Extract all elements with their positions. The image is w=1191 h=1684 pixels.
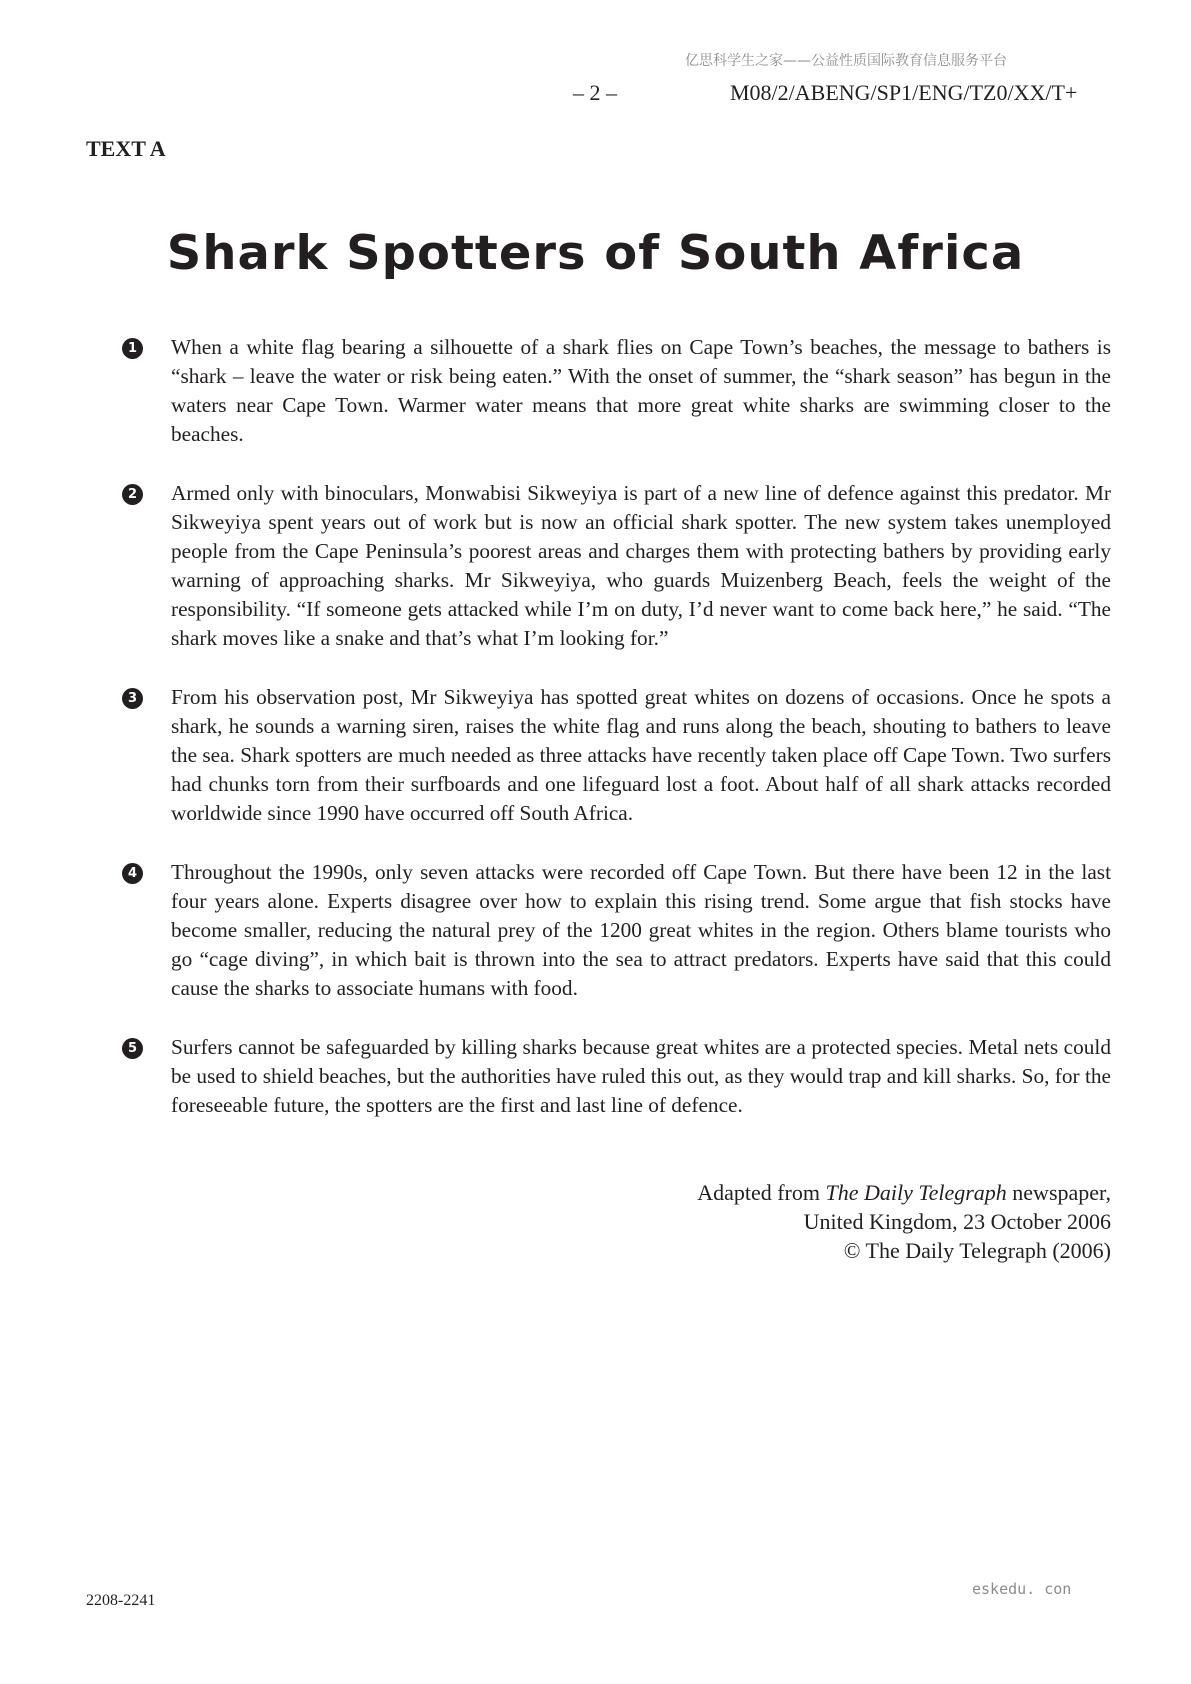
paragraph-marker-icon: 3	[122, 688, 143, 709]
paragraph-5	[122, 1033, 1111, 1120]
attribution-prefix: Adapted from	[697, 1180, 826, 1205]
footer-code: 2208-2241	[86, 1592, 156, 1609]
paragraph-3	[122, 683, 1111, 828]
paragraph-text: Armed only with binoculars, Monwabisi Sikweyiya is part of a new line of defence against this predator. Mr Sikweyiya spent years out of work but is now an official shark spotter. The new system takes unemployed people from the Cape Peninsula’s poorest areas and charges them with protecting bathers by providing early warning of approaching sharks. Mr Sikweyiya, who guards Muizenberg Beach, feels the weight of the responsibility. “If someone gets attacked while I’m on duty, I’d never want to come back here,” he said. “The shark moves like a snake and that’s what I’m looking for.”	[171, 481, 1111, 650]
attribution-line-1	[697, 1178, 1111, 1207]
paragraph-text: Surfers cannot be safeguarded by killing sharks because great whites are a protected species. Metal nets could be used to shield beaches, but the authorities have ruled this out, as they would trap and kill sharks. So, for the foreseeable future, the spotters are the first and last line of defence.	[171, 1035, 1111, 1117]
paragraph-1	[122, 333, 1111, 449]
header-watermark: 亿思科学生之家——公益性质国际教育信息服务平台	[685, 53, 1007, 69]
source-attribution	[697, 1178, 1111, 1265]
attribution-source: The Daily Telegraph	[825, 1180, 1007, 1205]
article-title: Shark Spotters of South Africa	[166, 226, 1025, 281]
paragraph-4	[122, 858, 1111, 1003]
attribution-suffix: newspaper,	[1006, 1180, 1111, 1205]
attribution-line-2: United Kingdom, 23 October 2006	[803, 1209, 1111, 1234]
paragraph-marker-icon: 5	[122, 1038, 143, 1059]
page-number: – 2 –	[573, 80, 617, 105]
article-body	[122, 333, 1111, 1150]
paragraph-marker-icon: 4	[122, 863, 143, 884]
exam-code: M08/2/ABENG/SP1/ENG/TZ0/XX/T+	[730, 80, 1078, 105]
paragraph-text: From his observation post, Mr Sikweyiya has spotted great whites on dozens of occasions. Once he spots a shark, he sounds a warning siren, raises the white flag and runs along the beach, shouting to bathers to leave the sea. Shark spotters are much needed as three attacks have recently taken place off Cape Town. Two surfers had chunks torn from their surfboards and one lifeguard lost a foot. About half of all shark attacks recorded worldwide since 1990 have occurred off South Africa.	[171, 685, 1111, 825]
attribution-line-3: © The Daily Telegraph (2006)	[843, 1238, 1111, 1263]
paragraph-marker-icon: 2	[122, 484, 143, 505]
text-label: TEXT A	[86, 136, 166, 161]
paragraph-2	[122, 479, 1111, 653]
paragraph-text: Throughout the 1990s, only seven attacks were recorded off Cape Town. But there have been 12 in the last four years alone. Experts disagree over how to explain this rising trend. Some argue that fish stocks have become smaller, reducing the natural prey of the 1200 great whites in the region. Others blame tourists who go “cage diving”, in which bait is thrown into the sea to attract predators. Experts have said that this could cause the sharks to associate humans with food.	[171, 860, 1111, 1000]
footer-watermark: eskedu. con	[972, 1580, 1072, 1598]
paragraph-marker-icon: 1	[122, 338, 143, 359]
paragraph-text: When a white flag bearing a silhouette of a shark flies on Cape Town’s beaches, the message to bathers is “shark – leave the water or risk being eaten.” With the onset of summer, the “shark season” has begun in the waters near Cape Town. Warmer water means that more great white sharks are swimming closer to the beaches.	[171, 335, 1111, 446]
